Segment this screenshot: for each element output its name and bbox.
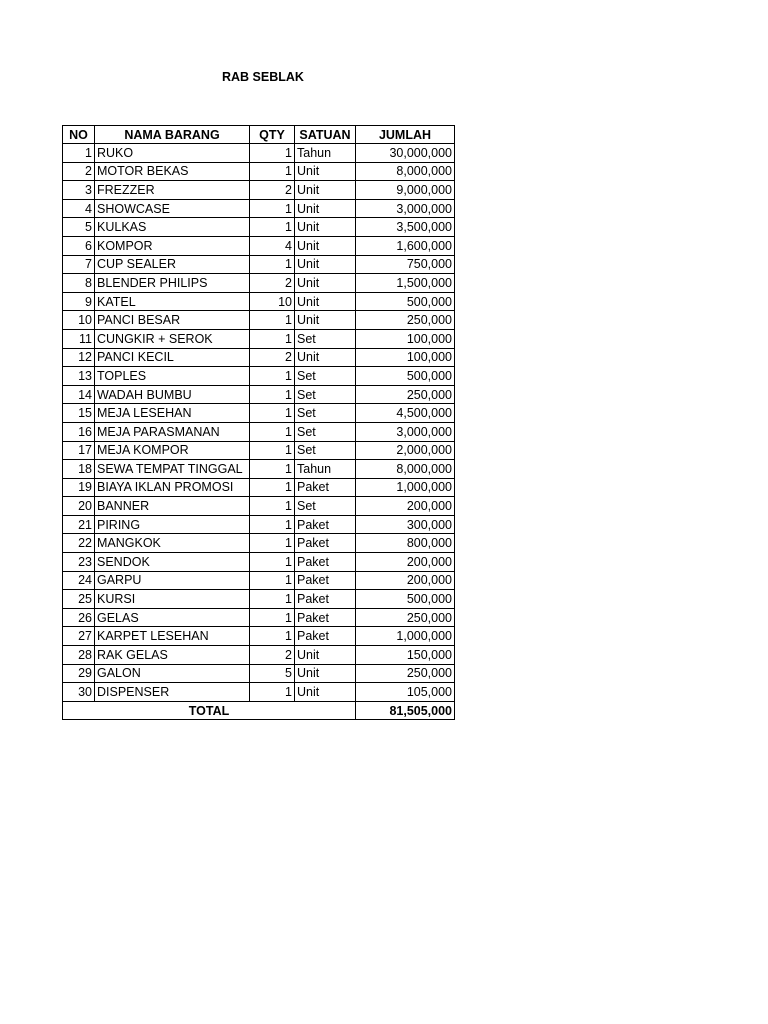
cell-satuan: Set bbox=[295, 497, 356, 516]
cell-satuan: Unit bbox=[295, 664, 356, 683]
table-row bbox=[63, 329, 455, 348]
cell-jumlah: 3,000,000 bbox=[356, 199, 455, 218]
cell-no: 22 bbox=[63, 534, 95, 553]
cell-qty: 2 bbox=[250, 646, 295, 665]
cell-satuan: Unit bbox=[295, 255, 356, 274]
table-row bbox=[63, 497, 455, 516]
table-row bbox=[63, 627, 455, 646]
cell-nama-barang: CUP SEALER bbox=[95, 255, 250, 274]
cell-satuan: Unit bbox=[295, 683, 356, 702]
table-row bbox=[63, 348, 455, 367]
cell-satuan: Paket bbox=[295, 571, 356, 590]
cell-no: 24 bbox=[63, 571, 95, 590]
cell-nama-barang: CUNGKIR + SEROK bbox=[95, 329, 250, 348]
cell-jumlah: 200,000 bbox=[356, 553, 455, 572]
cell-nama-barang: PANCI BESAR bbox=[95, 311, 250, 330]
cell-nama-barang: RAK GELAS bbox=[95, 646, 250, 665]
cell-satuan: Unit bbox=[295, 646, 356, 665]
header-jumlah: JUMLAH bbox=[356, 126, 455, 144]
cell-qty: 1 bbox=[250, 571, 295, 590]
cell-nama-barang: BANNER bbox=[95, 497, 250, 516]
table-row bbox=[63, 367, 455, 386]
cell-satuan: Set bbox=[295, 367, 356, 386]
table-row bbox=[63, 236, 455, 255]
total-row bbox=[63, 701, 455, 720]
cell-satuan: Unit bbox=[295, 311, 356, 330]
cell-satuan: Paket bbox=[295, 534, 356, 553]
cell-nama-barang: SHOWCASE bbox=[95, 199, 250, 218]
cell-nama-barang: GELAS bbox=[95, 608, 250, 627]
table-row bbox=[63, 181, 455, 200]
table-row bbox=[63, 553, 455, 572]
cell-nama-barang: MEJA PARASMANAN bbox=[95, 422, 250, 441]
cell-nama-barang: PIRING bbox=[95, 515, 250, 534]
cell-jumlah: 100,000 bbox=[356, 348, 455, 367]
cell-no: 5 bbox=[63, 218, 95, 237]
cell-no: 16 bbox=[63, 422, 95, 441]
cell-qty: 1 bbox=[250, 385, 295, 404]
cell-no: 3 bbox=[63, 181, 95, 200]
cell-satuan: Unit bbox=[295, 274, 356, 293]
cell-no: 12 bbox=[63, 348, 95, 367]
cell-nama-barang: GARPU bbox=[95, 571, 250, 590]
cell-satuan: Set bbox=[295, 404, 356, 423]
cell-qty: 1 bbox=[250, 683, 295, 702]
cell-jumlah: 8,000,000 bbox=[356, 460, 455, 479]
cell-jumlah: 3,500,000 bbox=[356, 218, 455, 237]
cell-no: 7 bbox=[63, 255, 95, 274]
cell-jumlah: 30,000,000 bbox=[356, 144, 455, 163]
cell-satuan: Unit bbox=[295, 348, 356, 367]
cell-nama-barang: KARPET LESEHAN bbox=[95, 627, 250, 646]
cell-qty: 2 bbox=[250, 274, 295, 293]
header-satuan: SATUAN bbox=[295, 126, 356, 144]
cell-jumlah: 500,000 bbox=[356, 367, 455, 386]
cell-qty: 1 bbox=[250, 478, 295, 497]
table-row bbox=[63, 255, 455, 274]
cell-jumlah: 500,000 bbox=[356, 590, 455, 609]
cell-satuan: Paket bbox=[295, 478, 356, 497]
total-label: TOTAL bbox=[63, 701, 356, 720]
table-row bbox=[63, 199, 455, 218]
header-nama-barang: NAMA BARANG bbox=[95, 126, 250, 144]
header-qty: QTY bbox=[250, 126, 295, 144]
cell-jumlah: 1,600,000 bbox=[356, 236, 455, 255]
table-body bbox=[63, 144, 455, 702]
cell-satuan: Tahun bbox=[295, 460, 356, 479]
document-title: RAB SEBLAK bbox=[222, 70, 304, 84]
table-row bbox=[63, 292, 455, 311]
cell-satuan: Paket bbox=[295, 553, 356, 572]
cell-qty: 4 bbox=[250, 236, 295, 255]
cell-qty: 1 bbox=[250, 218, 295, 237]
cell-nama-barang: GALON bbox=[95, 664, 250, 683]
cell-nama-barang: MOTOR BEKAS bbox=[95, 162, 250, 181]
table-row bbox=[63, 218, 455, 237]
cell-satuan: Unit bbox=[295, 162, 356, 181]
cell-jumlah: 3,000,000 bbox=[356, 422, 455, 441]
cell-qty: 2 bbox=[250, 181, 295, 200]
cell-nama-barang: KURSI bbox=[95, 590, 250, 609]
table-row bbox=[63, 683, 455, 702]
cell-no: 21 bbox=[63, 515, 95, 534]
cell-no: 18 bbox=[63, 460, 95, 479]
cell-nama-barang: FREZZER bbox=[95, 181, 250, 200]
cell-nama-barang: MEJA LESEHAN bbox=[95, 404, 250, 423]
cell-nama-barang: MANGKOK bbox=[95, 534, 250, 553]
cell-nama-barang: RUKO bbox=[95, 144, 250, 163]
cell-satuan: Unit bbox=[295, 218, 356, 237]
cell-no: 28 bbox=[63, 646, 95, 665]
cell-no: 4 bbox=[63, 199, 95, 218]
cell-nama-barang: KATEL bbox=[95, 292, 250, 311]
cell-no: 17 bbox=[63, 441, 95, 460]
cell-no: 20 bbox=[63, 497, 95, 516]
cell-nama-barang: BIAYA IKLAN PROMOSI bbox=[95, 478, 250, 497]
cell-no: 30 bbox=[63, 683, 95, 702]
table-row bbox=[63, 664, 455, 683]
cell-qty: 2 bbox=[250, 348, 295, 367]
cell-nama-barang: WADAH BUMBU bbox=[95, 385, 250, 404]
table-row bbox=[63, 441, 455, 460]
table-row bbox=[63, 274, 455, 293]
cell-no: 19 bbox=[63, 478, 95, 497]
cell-no: 26 bbox=[63, 608, 95, 627]
cell-qty: 1 bbox=[250, 590, 295, 609]
cell-nama-barang: SEWA TEMPAT TINGGAL bbox=[95, 460, 250, 479]
table-row bbox=[63, 571, 455, 590]
table-row bbox=[63, 646, 455, 665]
cell-satuan: Paket bbox=[295, 608, 356, 627]
table-row bbox=[63, 478, 455, 497]
table-row bbox=[63, 162, 455, 181]
cell-jumlah: 4,500,000 bbox=[356, 404, 455, 423]
cell-satuan: Unit bbox=[295, 292, 356, 311]
cell-qty: 5 bbox=[250, 664, 295, 683]
table-row bbox=[63, 144, 455, 163]
total-value: 81,505,000 bbox=[356, 701, 455, 720]
cell-no: 29 bbox=[63, 664, 95, 683]
cell-nama-barang: SENDOK bbox=[95, 553, 250, 572]
cell-satuan: Paket bbox=[295, 590, 356, 609]
cell-jumlah: 200,000 bbox=[356, 497, 455, 516]
cell-qty: 1 bbox=[250, 627, 295, 646]
cell-qty: 1 bbox=[250, 162, 295, 181]
cell-nama-barang: PANCI KECIL bbox=[95, 348, 250, 367]
cell-satuan: Paket bbox=[295, 515, 356, 534]
cell-jumlah: 250,000 bbox=[356, 385, 455, 404]
table-header-row bbox=[63, 126, 455, 144]
cell-no: 23 bbox=[63, 553, 95, 572]
cell-jumlah: 1,000,000 bbox=[356, 627, 455, 646]
table-row bbox=[63, 534, 455, 553]
cell-jumlah: 500,000 bbox=[356, 292, 455, 311]
cell-jumlah: 250,000 bbox=[356, 664, 455, 683]
cell-jumlah: 250,000 bbox=[356, 608, 455, 627]
cell-jumlah: 1,500,000 bbox=[356, 274, 455, 293]
cell-no: 1 bbox=[63, 144, 95, 163]
cell-qty: 1 bbox=[250, 199, 295, 218]
cell-jumlah: 200,000 bbox=[356, 571, 455, 590]
cell-satuan: Tahun bbox=[295, 144, 356, 163]
cell-jumlah: 1,000,000 bbox=[356, 478, 455, 497]
cell-no: 9 bbox=[63, 292, 95, 311]
cell-qty: 1 bbox=[250, 311, 295, 330]
cell-nama-barang: DISPENSER bbox=[95, 683, 250, 702]
table-row bbox=[63, 515, 455, 534]
cell-qty: 10 bbox=[250, 292, 295, 311]
cell-satuan: Set bbox=[295, 422, 356, 441]
cell-jumlah: 2,000,000 bbox=[356, 441, 455, 460]
cell-no: 14 bbox=[63, 385, 95, 404]
cell-no: 27 bbox=[63, 627, 95, 646]
cell-qty: 1 bbox=[250, 255, 295, 274]
cell-jumlah: 8,000,000 bbox=[356, 162, 455, 181]
cell-no: 10 bbox=[63, 311, 95, 330]
cell-qty: 1 bbox=[250, 460, 295, 479]
cell-jumlah: 100,000 bbox=[356, 329, 455, 348]
cell-qty: 1 bbox=[250, 144, 295, 163]
cell-nama-barang: KULKAS bbox=[95, 218, 250, 237]
cell-jumlah: 105,000 bbox=[356, 683, 455, 702]
cell-nama-barang: KOMPOR bbox=[95, 236, 250, 255]
cell-nama-barang: TOPLES bbox=[95, 367, 250, 386]
table-row bbox=[63, 404, 455, 423]
cell-nama-barang: MEJA KOMPOR bbox=[95, 441, 250, 460]
table-row bbox=[63, 460, 455, 479]
rab-table bbox=[62, 125, 455, 720]
cell-nama-barang: BLENDER PHILIPS bbox=[95, 274, 250, 293]
cell-qty: 1 bbox=[250, 422, 295, 441]
cell-satuan: Unit bbox=[295, 236, 356, 255]
table-row bbox=[63, 422, 455, 441]
cell-no: 8 bbox=[63, 274, 95, 293]
cell-satuan: Paket bbox=[295, 627, 356, 646]
cell-jumlah: 150,000 bbox=[356, 646, 455, 665]
cell-jumlah: 9,000,000 bbox=[356, 181, 455, 200]
cell-qty: 1 bbox=[250, 515, 295, 534]
cell-jumlah: 250,000 bbox=[356, 311, 455, 330]
cell-satuan: Unit bbox=[295, 181, 356, 200]
cell-qty: 1 bbox=[250, 404, 295, 423]
cell-no: 6 bbox=[63, 236, 95, 255]
cell-satuan: Unit bbox=[295, 199, 356, 218]
cell-no: 11 bbox=[63, 329, 95, 348]
cell-no: 25 bbox=[63, 590, 95, 609]
cell-no: 15 bbox=[63, 404, 95, 423]
table-row bbox=[63, 385, 455, 404]
cell-satuan: Set bbox=[295, 329, 356, 348]
table-row bbox=[63, 590, 455, 609]
cell-no: 2 bbox=[63, 162, 95, 181]
cell-qty: 1 bbox=[250, 441, 295, 460]
cell-jumlah: 800,000 bbox=[356, 534, 455, 553]
cell-qty: 1 bbox=[250, 608, 295, 627]
cell-jumlah: 300,000 bbox=[356, 515, 455, 534]
cell-qty: 1 bbox=[250, 497, 295, 516]
header-no: NO bbox=[63, 126, 95, 144]
cell-qty: 1 bbox=[250, 367, 295, 386]
table-row bbox=[63, 311, 455, 330]
cell-qty: 1 bbox=[250, 329, 295, 348]
cell-satuan: Set bbox=[295, 385, 356, 404]
table-row bbox=[63, 608, 455, 627]
cell-qty: 1 bbox=[250, 534, 295, 553]
cell-satuan: Set bbox=[295, 441, 356, 460]
cell-jumlah: 750,000 bbox=[356, 255, 455, 274]
cell-no: 13 bbox=[63, 367, 95, 386]
cell-qty: 1 bbox=[250, 553, 295, 572]
